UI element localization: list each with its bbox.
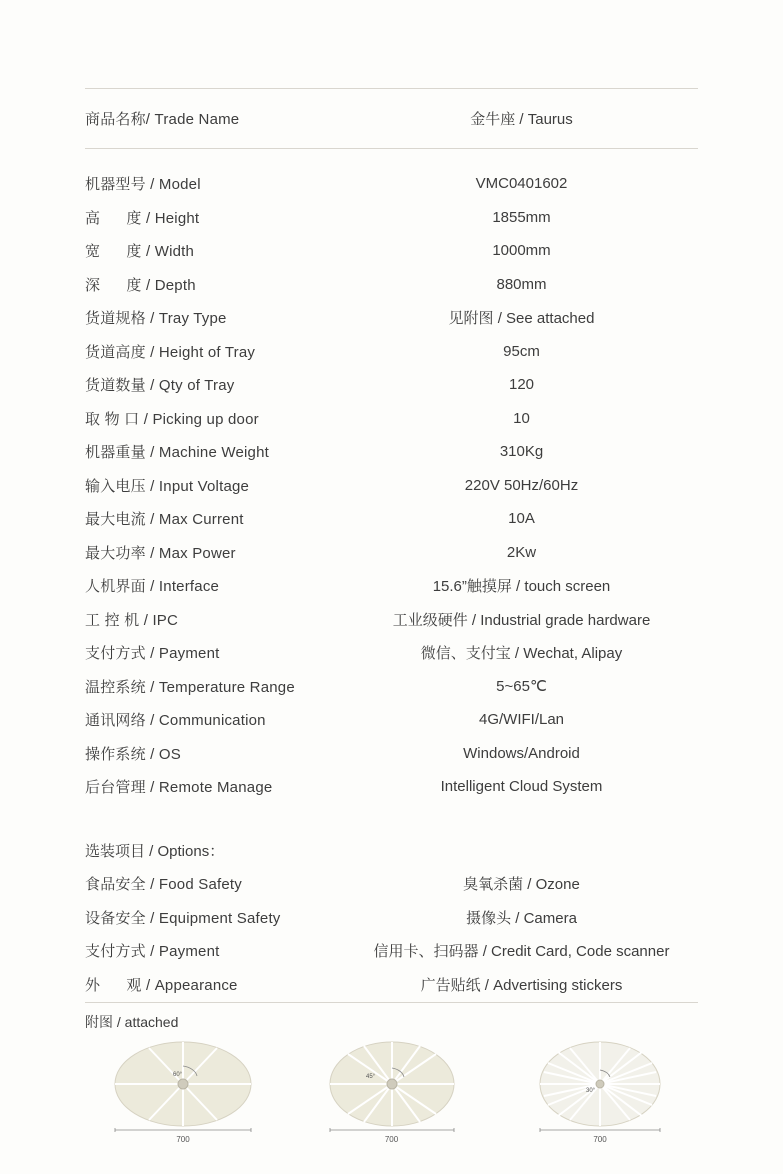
table-row [85, 335, 698, 369]
section-spacer [85, 804, 698, 834]
spec-label: 机器型号 / Model [85, 176, 201, 194]
spec-value: 95cm [503, 342, 540, 360]
table-row [85, 268, 698, 302]
tray-diagram-12-slice [502, 1038, 698, 1144]
table-row [85, 770, 698, 804]
bottom-divider [85, 1002, 698, 1003]
table-row [85, 201, 698, 235]
angle-label: 45° [365, 1074, 375, 1080]
table-row [85, 569, 698, 603]
tray-diagram-8-slice [294, 1038, 490, 1144]
spec-label: 温控系统 / Temperature Range [85, 678, 295, 696]
angle-label: 60° [173, 1072, 183, 1078]
option-label: 设备安全 / Equipment Safety [85, 909, 281, 927]
spec-value: 1855mm [492, 208, 551, 226]
spec-value: 工业级硬件 / Industrial grade hardware [392, 611, 651, 629]
spec-label: 深 度 / Depth [85, 276, 196, 294]
attached-title: 附图 / attached [85, 1014, 179, 1030]
option-value: 广告贴纸 / Advertising stickers [420, 976, 623, 994]
spec-label: 支付方式 / Payment [85, 645, 220, 663]
spec-value: 15.6”触摸屏 / touch screen [432, 578, 611, 596]
spec-value: 5~65℃ [496, 678, 547, 696]
spec-value: 2Kw [506, 543, 537, 561]
option-value: 臭氧杀菌 / Ozone [463, 876, 580, 894]
tray-8-slice-icon [294, 1038, 490, 1134]
attached-section [85, 1012, 698, 1144]
spec-label: 最大功率 / Max Power [85, 544, 236, 562]
spec-value: 10A [508, 510, 535, 528]
spec-label: 货道数量 / Qty of Tray [85, 377, 235, 395]
tray-figure [85, 1038, 281, 1134]
spec-value: 310Kg [499, 443, 544, 461]
tray-width-label: 700 [593, 1135, 607, 1144]
spec-label: 货道规格 / Tray Type [85, 310, 227, 328]
table-row [85, 934, 698, 968]
spec-value: 880mm [496, 275, 547, 293]
angle-label: 30° [586, 1088, 596, 1094]
table-row [85, 502, 698, 536]
spec-label: 人机界面 / Interface [85, 578, 220, 596]
table-row [85, 867, 698, 901]
table-row [85, 703, 698, 737]
table-row [85, 536, 698, 570]
option-value: 摄像头 / Camera [466, 909, 577, 927]
tray-diagram-6-slice [85, 1038, 281, 1144]
table-header-row [85, 88, 698, 149]
table-row [85, 968, 698, 1002]
tray-width-label: 700 [384, 1135, 399, 1144]
table-row [85, 301, 698, 335]
spec-label: 货道高度 / Height of Tray [85, 343, 256, 361]
spec-value: 见附图 / See attached [448, 310, 595, 328]
table-row [85, 402, 698, 436]
option-label: 支付方式 / Payment [85, 943, 220, 961]
spec-value: Windows/Android [463, 744, 580, 762]
table-row [85, 435, 698, 469]
table-row [85, 167, 698, 201]
table-row [85, 234, 698, 268]
spec-label: 后台管理 / Remote Manage [85, 779, 273, 797]
spec-label: 通讯网络 / Communication [85, 712, 266, 730]
options-section-title: 选装项目 / Options： [85, 842, 225, 860]
spec-value: Intelligent Cloud System [440, 778, 603, 796]
spec-value: 120 [508, 376, 535, 394]
table-row [85, 636, 698, 670]
spec-label: 操作系统 / OS [85, 745, 181, 763]
option-value: 信用卡、扫码器 / Credit Card, Code scanner [373, 943, 670, 961]
table-row [85, 368, 698, 402]
spec-label: 工 控 机 / IPC [85, 611, 179, 629]
tray-width-label: 700 [176, 1135, 190, 1144]
spec-label: 输入电压 / Input Voltage [85, 477, 250, 495]
tray-figure [294, 1038, 490, 1134]
table-row [85, 901, 698, 935]
table-row [85, 603, 698, 637]
tray-figure [502, 1038, 698, 1134]
tray-6-slice-icon [85, 1038, 281, 1134]
spec-value: 1000mm [492, 242, 551, 260]
spec-label: 机器重量 / Machine Weight [85, 444, 269, 462]
tray-diagrams [85, 1038, 698, 1144]
spec-value: 微信、支付宝 / Wechat, Alipay [420, 645, 623, 663]
spec-label: 宽 度 / Width [85, 243, 195, 261]
spec-label: 高 度 / Height [85, 209, 200, 227]
spec-label: 最大电流 / Max Current [85, 511, 244, 529]
trade-name-value: 金牛座 / Taurus [470, 110, 573, 128]
trade-name-label: 商品名称/ Trade Name [85, 110, 240, 128]
option-label: 食品安全 / Food Safety [85, 876, 242, 894]
spec-value: 10 [513, 409, 530, 427]
table-row [85, 737, 698, 771]
spec-label: 取 物 口 / Picking up door [85, 410, 259, 428]
table-row [85, 670, 698, 704]
spec-value: 220V 50Hz/60Hz [464, 476, 579, 494]
option-label: 外 观 / Appearance [85, 976, 238, 994]
spec-value: VMC0401602 [475, 175, 568, 193]
table-row [85, 469, 698, 503]
spec-value: 4G/WIFI/Lan [478, 711, 565, 729]
specification-table [85, 88, 698, 1001]
tray-12-slice-icon [502, 1038, 698, 1134]
